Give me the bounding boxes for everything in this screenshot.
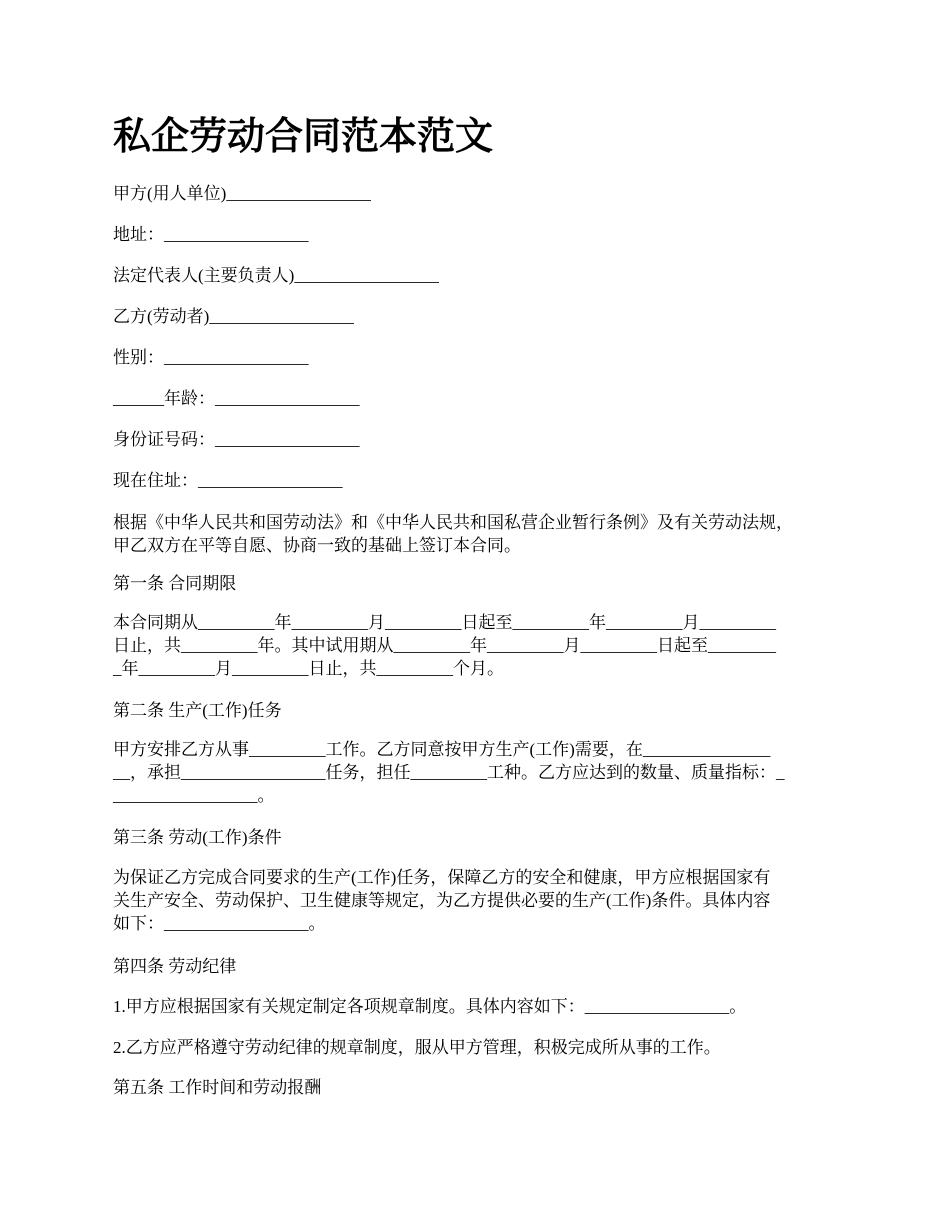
article-2-line: 甲方安排乙方从事_________工作。乙方同意按甲方生产(工作)需要，在_______________ — [113, 740, 771, 759]
field-employer: 甲方(用人单位)_________________ — [113, 184, 371, 203]
article-3-body — [113, 866, 848, 935]
article-1-body — [113, 611, 848, 680]
article-2-heading: 第二条 生产(工作)任务 — [113, 701, 282, 720]
article-3-heading: 第三条 劳动(工作)条件 — [113, 828, 282, 847]
intro-paragraph — [113, 511, 848, 557]
intro-line: 甲乙双方在平等自愿、协商一致的基础上签订本合同。 — [113, 536, 521, 555]
field-employee: 乙方(劳动者)_________________ — [113, 307, 354, 326]
article-1-heading: 第一条 合同期限 — [113, 574, 237, 593]
article-2-body — [113, 738, 848, 807]
article-1-line: _年_________月_________日止，共_________个月。 — [113, 659, 504, 678]
intro-line: 根据《中华人民共和国劳动法》和《中华人民共和国私营企业暂行条例》及有关劳动法规， — [113, 513, 793, 532]
article-5-heading: 第五条 工作时间和劳动报酬 — [113, 1078, 322, 1097]
article-4-item-1: 1.甲方应根据国家有关规定制定各项规章制度。具体内容如下：_________________。 — [113, 997, 747, 1016]
article-3-line: 如下：_________________。 — [113, 914, 326, 933]
article-4-heading: 第四条 劳动纪律 — [113, 957, 237, 976]
article-3-line: 关生产安全、劳动保护、卫生健康等规定，为乙方提供必要的生产(工作)条件。具体内容 — [113, 891, 771, 910]
article-2-line: __，承担_________________任务，担任_________工种。乙方应达到的数量、质量指标：_ — [113, 763, 785, 782]
document-title: 私企劳动合同范本范文 — [113, 116, 494, 158]
field-id-number: 身份证号码：_________________ — [113, 430, 360, 449]
article-2-line: _________________。 — [113, 786, 275, 805]
article-4-item-2: 2.乙方应严格遵守劳动纪律的规章制度，服从甲方管理，积极完成所从事的工作。 — [113, 1038, 721, 1057]
field-address: 地址：_________________ — [113, 225, 309, 244]
article-3-line: 为保证乙方完成合同要求的生产(工作)任务，保障乙方的安全和健康，甲方应根据国家有 — [113, 868, 771, 887]
field-legal-representative: 法定代表人(主要负责人)_________________ — [113, 266, 439, 285]
article-1-line: 日止，共_________年。其中试用期从_________年_________月_________日起至________ — [113, 636, 776, 655]
field-age: ______年龄：_________________ — [113, 389, 360, 408]
field-gender: 性别：_________________ — [113, 348, 309, 367]
field-current-address: 现在住址：_________________ — [113, 471, 343, 490]
article-1-line: 本合同期从_________年_________月_________日起至_________年_________月_________ — [113, 613, 776, 632]
